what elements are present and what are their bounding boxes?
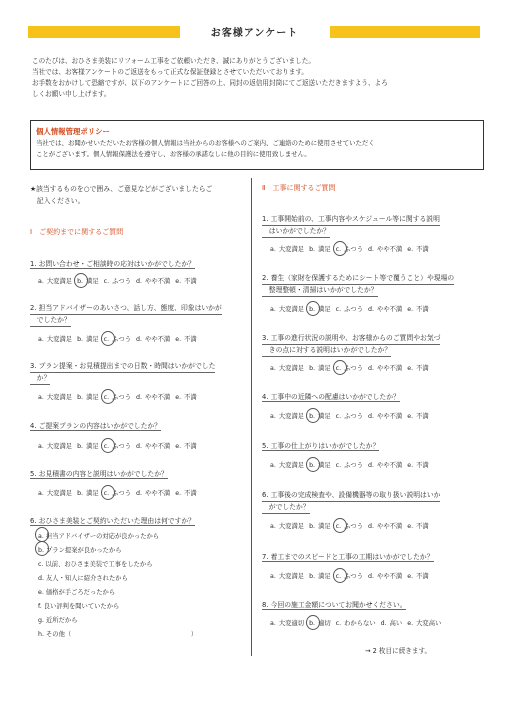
- privacy-box: [30, 120, 484, 170]
- answer-options-r4: [270, 411, 434, 420]
- option-c-selected[interactable]: c. ふつう: [103, 336, 132, 343]
- instruction-line: ★該当するものを○で囲み、ご意見などがございましたらご: [30, 185, 213, 193]
- option-c[interactable]: c. ふつう: [335, 413, 364, 420]
- option-e[interactable]: e. 不満: [175, 336, 197, 343]
- option-a[interactable]: a. 大変満足: [270, 365, 305, 372]
- option-a[interactable]: a. 大変満足: [270, 306, 305, 313]
- reason-option-h[interactable]: h. その他（ ）: [38, 631, 198, 638]
- option-d[interactable]: d. やや不満: [368, 462, 403, 469]
- question-text: 6. 工事後の完成検査や、設備機器等の取り扱い説明はいか: [262, 490, 440, 502]
- option-e[interactable]: e. 不満: [175, 278, 197, 285]
- answer-options-r2: [270, 304, 434, 313]
- question-text: 4. ご提案プランの内容はいかがでしたか？: [30, 422, 161, 430]
- intro-line: このたびは、おひさま美装にリフォーム工事をご依頼いただき、誠にありがとうございました。: [32, 57, 315, 65]
- option-b-selected[interactable]: b. 満足: [77, 278, 99, 285]
- question-3: [30, 361, 215, 385]
- option-c[interactable]: c. ふつう: [335, 462, 364, 469]
- construction-question-7: [262, 552, 434, 563]
- question-text: 7. 着工までのスピードと工事の工期はいかがでしたか？: [262, 553, 434, 561]
- answer-options-r3: [270, 363, 434, 372]
- answer-options-q1: [38, 276, 202, 285]
- option-b[interactable]: b. 満足: [77, 336, 99, 343]
- reason-option-c[interactable]: c. 以前、おひさま美装で工事をしたから: [38, 561, 153, 568]
- option-e[interactable]: e. 不満: [407, 306, 429, 313]
- option-d[interactable]: d. やや不満: [136, 336, 171, 343]
- question-text: 3. 工事の進行状況の説明や、お客様からのご質問やお気づ: [262, 333, 440, 345]
- answer-options-r5: [270, 460, 434, 469]
- question-text: 6. おひさま美装とご契約いただいた理由は何ですか？: [30, 517, 195, 525]
- option-b[interactable]: b. 満足: [309, 365, 331, 372]
- privacy-line: 当社では、お聞かせいただいたお客様の個人情報は当社からのお客様へのご案内、ご連絡のために使用させていただく: [36, 139, 375, 147]
- privacy-line: ことがございます。個人情報保護法を遵守し、お客様の承諾なしに他の目的に使用致しません。: [36, 150, 311, 158]
- answer-options-q4: [38, 441, 202, 450]
- option-b[interactable]: b. 満足: [77, 490, 99, 497]
- option-c-selected[interactable]: c. ふつう: [103, 443, 132, 450]
- question-text: 2. 担当アドバイザーのあいさつ、話し方、態度、印象はいかが: [30, 303, 222, 315]
- reason-label: a. 担当アドバイザーの対応が良かったから: [38, 530, 159, 544]
- privacy-title: 個人情報管理ポリシー: [36, 127, 110, 136]
- instruction-note: [30, 183, 245, 207]
- option-e[interactable]: e. 不満: [407, 413, 429, 420]
- option-a[interactable]: a. 大変満足: [270, 246, 305, 253]
- answer-options-r8: [270, 618, 446, 627]
- reason-options: [38, 530, 243, 642]
- question-text: 4. 工事中の近隣への配慮はいかがでしたか？: [262, 393, 400, 401]
- option-c[interactable]: c. わからない: [335, 620, 376, 627]
- option-c-selected[interactable]: c. ふつう: [335, 573, 364, 580]
- option-e[interactable]: e. 不満: [175, 394, 197, 401]
- option-a[interactable]: a. 大変満足: [270, 573, 305, 580]
- question-text: はいかがでしたか？: [262, 226, 330, 238]
- construction-question-3: [262, 333, 440, 357]
- option-a[interactable]: a. 大変満足: [270, 523, 305, 530]
- reason-option-f[interactable]: f. 良い評判を聞いていたから: [38, 603, 120, 610]
- option-e[interactable]: e. 大変高い: [407, 620, 442, 627]
- construction-question-6: [262, 490, 440, 514]
- option-d[interactable]: d. やや不満: [136, 490, 171, 497]
- question-text: 5. 工事の仕上がりはいかがでしたか？: [262, 442, 380, 450]
- reason-label: b. プラン提案が良かったから: [38, 544, 122, 558]
- question-text: 整理整頓・清掃はいかがでしたか？: [262, 285, 378, 297]
- answer-options-r1: [270, 244, 434, 253]
- option-b-selected[interactable]: b. 満足: [309, 462, 331, 469]
- intro-line: しくお願い申し上げます。: [32, 90, 111, 98]
- option-b[interactable]: b. 満足: [309, 573, 331, 580]
- reason-option-e[interactable]: e. 価格が手ごろだったから: [38, 589, 116, 596]
- option-a[interactable]: a. 大変満足: [38, 336, 73, 343]
- option-b[interactable]: b. 満足: [309, 246, 331, 253]
- option-a[interactable]: a. 大変満足: [38, 443, 73, 450]
- option-d[interactable]: d. やや不満: [136, 394, 171, 401]
- question-4: [30, 421, 161, 432]
- answer-options-q3: [38, 392, 202, 401]
- instruction-line: 記入ください。: [30, 197, 85, 205]
- question-text: 1. お問い合わせ・ご相談時の応対はいかがでしたか？: [30, 260, 195, 268]
- intro-line: 当社では、お客様アンケートのご返送をもって正式な保証登録とさせていただいております。: [32, 68, 309, 76]
- reason-option-d[interactable]: d. 友人・知人に紹介されたから: [38, 575, 128, 582]
- reason-option-g[interactable]: g. 近所だから: [38, 617, 78, 624]
- page-title: お客様アンケート: [210, 28, 299, 39]
- question-text: 5. お見積書の内容と説明はいかがでしたか？: [30, 470, 168, 478]
- option-a[interactable]: a. 大変満足: [38, 278, 73, 285]
- intro-text: [32, 56, 482, 100]
- section-title-construction: Ⅱ 工事に関するご質問: [262, 184, 336, 192]
- option-a[interactable]: a. 大変適切: [270, 620, 305, 627]
- construction-question-4: [262, 392, 400, 403]
- option-a[interactable]: a. 大変満足: [270, 413, 305, 420]
- option-e[interactable]: e. 不満: [407, 365, 429, 372]
- construction-question-2: [262, 273, 454, 297]
- option-a[interactable]: a. 大変満足: [270, 462, 305, 469]
- option-d[interactable]: d. やや不満: [368, 573, 403, 580]
- continued-note: → 2 枚目に続きます。: [365, 647, 432, 655]
- reason-option-a-selected[interactable]: [38, 530, 243, 544]
- question-text: でしたか？: [30, 315, 71, 327]
- option-c-selected[interactable]: c. ふつう: [103, 394, 132, 401]
- option-c-selected[interactable]: c. ふつう: [335, 246, 364, 253]
- option-c[interactable]: c. ふつう: [335, 306, 364, 313]
- option-b[interactable]: b. 満足: [309, 523, 331, 530]
- option-d[interactable]: d. やや不満: [368, 365, 403, 372]
- question-2: [30, 303, 222, 327]
- question-text: 8. 今回の施工金額についてお聞かせください。: [262, 601, 407, 609]
- intro-line: お手数をおかけして恐縮ですが、以下のアンケートにご回答の上、同封の返信用封筒にてご返送いただきますよう、よろ: [32, 79, 388, 87]
- construction-question-1: [262, 214, 440, 238]
- option-d[interactable]: d. やや不満: [136, 278, 171, 285]
- reason-option-b-selected[interactable]: [38, 544, 243, 558]
- option-e[interactable]: e. 不満: [407, 246, 429, 253]
- option-c[interactable]: c. ふつう: [103, 278, 132, 285]
- question-6: [30, 516, 195, 527]
- option-e[interactable]: e. 不満: [407, 573, 429, 580]
- answer-options-r6: [270, 521, 434, 530]
- option-e[interactable]: e. 不満: [175, 490, 197, 497]
- option-c-selected[interactable]: c. ふつう: [335, 523, 364, 530]
- option-d[interactable]: d. やや不満: [368, 306, 403, 313]
- option-b[interactable]: b. 満足: [77, 394, 99, 401]
- option-b[interactable]: b. 満足: [77, 443, 99, 450]
- question-text: きの点に対する説明はいかがでしたか？: [262, 345, 391, 357]
- option-d[interactable]: d. 高い: [380, 620, 403, 627]
- construction-question-5: [262, 441, 379, 452]
- answer-options-r7: [270, 571, 434, 580]
- option-e[interactable]: e. 不満: [407, 462, 429, 469]
- answer-options-q5: [38, 488, 202, 497]
- privacy-body: [36, 138, 476, 160]
- option-a[interactable]: a. 大変満足: [38, 394, 73, 401]
- question-text: か？: [30, 373, 50, 385]
- question-5: [30, 469, 168, 480]
- construction-question-8: [262, 600, 406, 611]
- section-title-contract: Ⅰ ご契約までに関するご質問: [30, 228, 124, 236]
- option-d[interactable]: d. やや不満: [136, 443, 171, 450]
- option-e[interactable]: e. 不満: [407, 523, 429, 530]
- option-a[interactable]: a. 大変満足: [38, 490, 73, 497]
- option-e[interactable]: e. 不満: [175, 443, 197, 450]
- option-d[interactable]: d. やや不満: [368, 413, 403, 420]
- option-c-selected[interactable]: c. ふつう: [103, 490, 132, 497]
- question-1: [30, 259, 195, 270]
- question-text: 1. 工事開始前の、工事内容やスケジュール等に関する説明: [262, 214, 440, 226]
- option-d[interactable]: d. やや不満: [368, 246, 403, 253]
- option-b-selected[interactable]: b. 適切: [309, 620, 331, 627]
- question-text: がでしたか？: [262, 502, 310, 514]
- option-b-selected[interactable]: b. 満足: [309, 413, 331, 420]
- option-d[interactable]: d. やや不満: [368, 523, 403, 530]
- column-divider: [251, 178, 252, 656]
- option-c-selected[interactable]: c. ふつう: [335, 365, 364, 372]
- option-b-selected[interactable]: b. 満足: [309, 306, 331, 313]
- question-text: 2. 養生（家財を保護するためにシート等で覆うこと）や現場の: [262, 273, 454, 285]
- answer-options-q2: [38, 334, 202, 343]
- question-text: 3. プラン提案・お見積提出までの日数・時間はいかがでした: [30, 361, 215, 373]
